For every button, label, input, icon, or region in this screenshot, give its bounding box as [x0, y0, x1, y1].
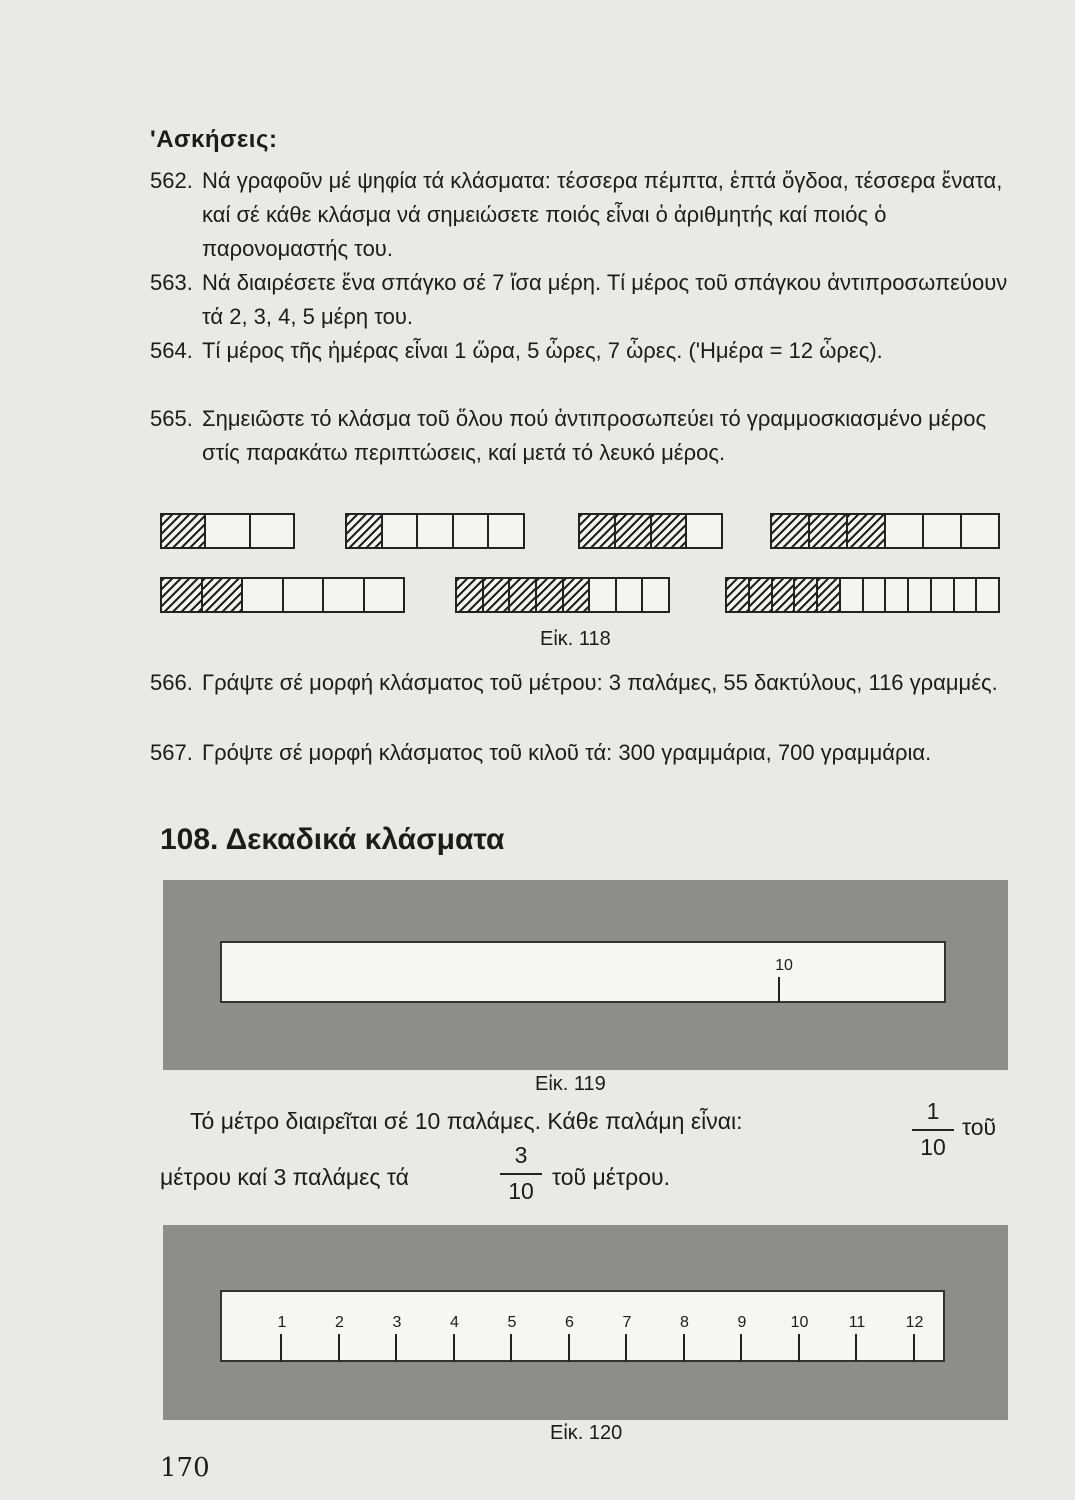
white-part: [886, 515, 924, 547]
white-part: [365, 579, 404, 611]
ruler-tick: [395, 1334, 397, 1362]
exercise-563: [150, 266, 1010, 336]
white-part: [206, 515, 250, 547]
white-part: [324, 579, 365, 611]
shaded-part: [580, 515, 616, 547]
text-line-1: Τό μέτρο διαιρεῖται σέ 10 παλάμες. Κάθε παλάμη εἶναι:: [190, 1108, 743, 1134]
exercise-567: [150, 736, 1010, 806]
ruler-label: 7: [622, 1314, 632, 1331]
white-part: [243, 579, 284, 611]
ruler-tick: [453, 1334, 455, 1362]
white-part: [864, 579, 887, 611]
shaded-part: [564, 579, 591, 611]
exercise-number: 566.: [150, 670, 193, 695]
shaded-part: [162, 579, 203, 611]
shaded-part: [537, 579, 564, 611]
shaded-part: [810, 515, 848, 547]
denominator: 10: [508, 1178, 534, 1204]
white-part: [909, 579, 932, 611]
ruler-label: 1: [277, 1314, 287, 1331]
figure-119-caption: Εἰκ. 119: [535, 1073, 606, 1095]
white-part: [383, 515, 419, 547]
tick-label: 10: [775, 957, 793, 974]
white-part: [962, 515, 998, 547]
white-part: [977, 579, 998, 611]
shaded-part: [750, 579, 773, 611]
exercises-heading: 'Ασκήσεις:: [150, 126, 278, 153]
shaded-part: [484, 579, 511, 611]
white-part: [590, 579, 617, 611]
fraction-bar: [578, 513, 723, 549]
fraction-bar: [455, 577, 670, 613]
numerator: 1: [926, 1098, 940, 1124]
exercise-text: Γράψτε σέ μορφή κλάσματος τοῦ μέτρου: 3 παλάμες, 55 δακτύλους, 116 γραμμές.: [202, 670, 998, 695]
ruler-label: 12: [905, 1314, 924, 1331]
exercise-number: 562.: [150, 168, 193, 193]
text-line-1-end: τοῦ: [962, 1114, 997, 1140]
fraction-bar: [725, 577, 1000, 613]
fraction-bar: [160, 577, 405, 613]
fraction-bar: [770, 513, 1000, 549]
ruler-label: 8: [680, 1314, 689, 1331]
exercise-number: 565.: [150, 406, 193, 431]
ruler-tick: [625, 1334, 627, 1362]
ruler-tick: [338, 1334, 340, 1362]
shaded-part: [510, 579, 537, 611]
shaded-part: [162, 515, 206, 547]
ruler-label: 10: [790, 1314, 809, 1331]
white-part: [643, 579, 668, 611]
exercise-text: Γρόψτε σέ μορφή κλάσματος τοῦ κιλοῦ τά: 300 γραμμάρια, 700 γραμμάρια.: [202, 740, 932, 765]
ruler-label: 3: [392, 1314, 402, 1331]
shaded-part: [347, 515, 383, 547]
section-title: 108. Δεκαδικά κλάσματα: [160, 823, 505, 856]
shaded-part: [795, 579, 818, 611]
text-line-2b: τοῦ μέτρου.: [552, 1164, 670, 1190]
white-part: [886, 579, 909, 611]
white-part: [932, 579, 955, 611]
shaded-part: [727, 579, 750, 611]
exercise-number: 567.: [150, 740, 193, 765]
exercise-562: [150, 164, 1010, 268]
ruler-tick: [798, 1334, 800, 1362]
ruler-tick: [683, 1334, 685, 1362]
ruler-label: 2: [335, 1314, 344, 1331]
denominator: 10: [920, 1134, 946, 1160]
exercise-566: [150, 666, 1010, 736]
ruler-label: 11: [848, 1314, 866, 1331]
white-part: [418, 515, 454, 547]
white-part: [687, 515, 721, 547]
fraction-one-tenth: [912, 1098, 954, 1164]
exercise-number: 563.: [150, 270, 193, 295]
exercise-565: [150, 402, 1010, 506]
ruler-label: 4: [450, 1314, 459, 1331]
fraction-bar-line: [500, 1173, 542, 1175]
shaded-part: [773, 579, 796, 611]
white-part: [924, 515, 962, 547]
fraction-bar: [345, 513, 525, 549]
shaded-part: [616, 515, 652, 547]
ruler-tick: [913, 1334, 915, 1362]
ruler-tick: [855, 1334, 857, 1362]
exercise-text: Τί μέρος τῆς ἡμέρας εἶναι 1 ὥρα, 5 ὧρες, 7 ὧρες. ('Ημέρα = 12 ὧρες).: [202, 338, 883, 363]
ruler-tick: [568, 1334, 570, 1362]
page-number: 170: [160, 1453, 210, 1483]
white-part: [454, 515, 490, 547]
exercise-564: [150, 334, 1010, 404]
fraction-bar: [160, 513, 295, 549]
ruler-tick: [510, 1334, 512, 1362]
white-part: [955, 579, 978, 611]
exercise-text: Σημειῶστε τό κλάσμα τοῦ ὅλου πού ἀντιπροσωπεύει τό γραμμοσκιασμένο μέρος στίς παρακάτω περιπτώσεις, καί μετά τό λευκό μέρος.: [202, 406, 987, 465]
shaded-part: [457, 579, 484, 611]
exercise-text: Νά γραφοῦν μέ ψηφία τά κλάσματα: τέσσερα πέμπτα, ἑπτά ὄγδοα, τέσσερα ἔνατα, καί σέ κάθε κλάσμα νά σημειώσετε ποιός εἶναι ὁ ἀριθμητής καί ποιός ὁ παρονομαστής του.: [202, 168, 1003, 261]
shaded-part: [818, 579, 841, 611]
ruler: [220, 1290, 945, 1362]
white-part: [251, 515, 293, 547]
figure-118-caption: Εἰκ. 118: [540, 628, 611, 650]
decimeter-tick: [778, 977, 780, 1003]
fraction-three-tenths: [500, 1142, 542, 1208]
ruler-tick: [740, 1334, 742, 1362]
text-line-2a: μέτρου καί 3 παλάμες τά: [160, 1164, 409, 1190]
white-part: [489, 515, 523, 547]
shaded-part: [848, 515, 886, 547]
fraction-bar-line: [912, 1129, 954, 1131]
shaded-part: [652, 515, 688, 547]
ruler-label: 9: [737, 1314, 747, 1331]
white-part: [617, 579, 644, 611]
ruler-label: 5: [507, 1314, 517, 1331]
ruler-label: 6: [565, 1314, 574, 1331]
ruler-tick: [280, 1334, 282, 1362]
shaded-part: [203, 579, 244, 611]
figure-120-caption: Εἰκ. 120: [550, 1422, 623, 1444]
exercise-number: 564.: [150, 338, 193, 363]
numerator: 3: [514, 1142, 528, 1168]
white-part: [841, 579, 864, 611]
shaded-part: [772, 515, 810, 547]
meter-stick: [220, 941, 946, 1003]
exercise-text: Νά διαιρέσετε ἕνα σπάγκο σέ 7 ἴσα μέρη. Τί μέρος τοῦ σπάγκου ἀντιπροσωπεύουν τά 2, 3, 4, 5 μέρη του.: [202, 270, 1008, 329]
white-part: [284, 579, 325, 611]
